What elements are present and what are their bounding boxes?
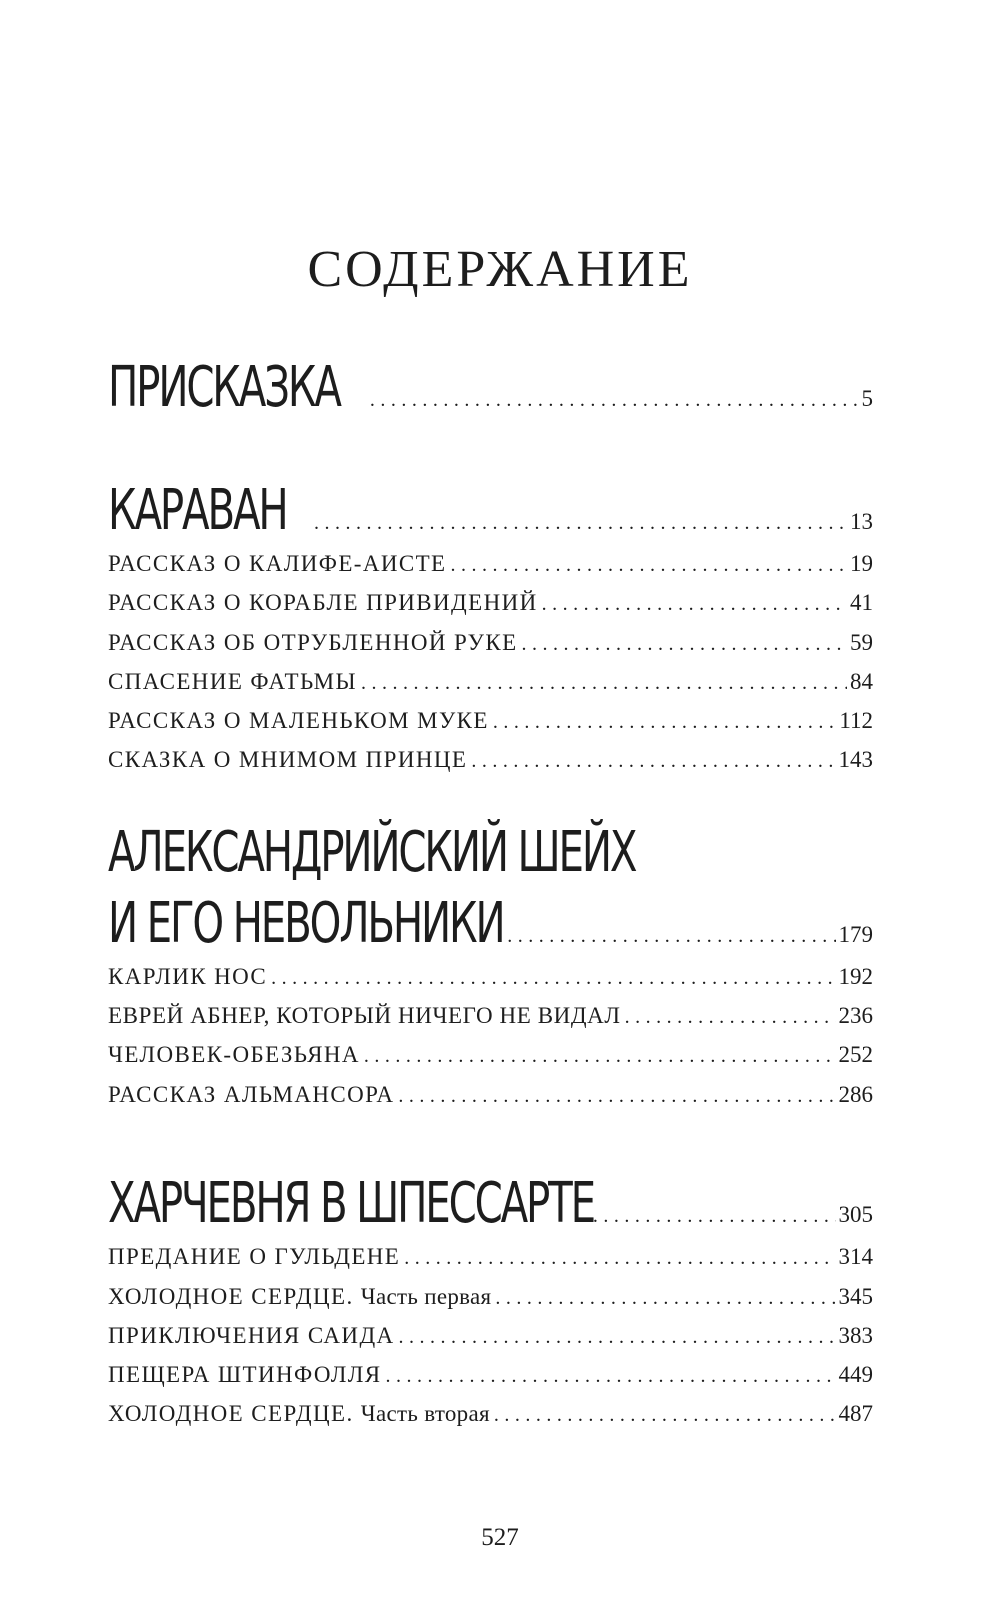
story-title: КАРЛИК НОС (108, 964, 268, 989)
section-title: ПРИСКАЗКА (108, 355, 340, 420)
page-number: 286 (838, 1082, 873, 1107)
page-number: 41 (850, 590, 873, 615)
toc-story-entry[interactable] (108, 1244, 873, 1270)
leader-dots (625, 1006, 836, 1029)
leader-dots (361, 672, 847, 695)
leader-dots (398, 1085, 835, 1108)
toc-story-entry[interactable] (108, 708, 873, 734)
page-number: 383 (838, 1323, 873, 1348)
story-title-main: ХОЛОДНОЕ СЕРДЦЕ. (108, 1284, 354, 1309)
story-title: РАССКАЗ О КАЛИФЕ-АИСТЕ (108, 551, 447, 576)
page-folio-number: 527 (481, 1524, 519, 1551)
toc-section-entry[interactable] (108, 1171, 873, 1236)
toc-section-entry[interactable] (108, 355, 873, 420)
story-title (108, 1284, 491, 1310)
toc-story-entry[interactable] (108, 551, 873, 577)
leader-dots (495, 1287, 835, 1310)
toc-section-entry[interactable] (108, 478, 873, 543)
toc-story-entry[interactable] (108, 1323, 873, 1349)
story-title: РАССКАЗ АЛЬМАНСОРА (108, 1082, 395, 1107)
page-number: 59 (850, 630, 873, 655)
leader-dots (494, 1404, 836, 1427)
leader-dots (385, 1365, 835, 1388)
toc-story-entry[interactable] (108, 964, 873, 990)
toc-story-entry[interactable] (108, 1003, 873, 1029)
leader-dots (507, 925, 835, 948)
leader-dots (542, 593, 847, 616)
toc-story-entry[interactable] (108, 747, 873, 773)
leader-dots (271, 967, 835, 990)
story-title: СКАЗКА О МНИМОМ ПРИНЦЕ (108, 747, 468, 772)
leader-dots (451, 554, 847, 577)
leader-dots (404, 1247, 835, 1270)
page-number: 192 (838, 964, 873, 989)
page-number: 449 (838, 1362, 873, 1387)
story-title: СПАСЕНИЕ ФАТЬМЫ (108, 669, 357, 694)
page-number: 252 (838, 1042, 873, 1067)
leader-dots (471, 750, 835, 773)
story-title: РАССКАЗ О КОРАБЛЕ ПРИВИДЕНИЙ (108, 590, 538, 615)
page-number: 19 (850, 551, 873, 576)
page-number: 345 (838, 1284, 873, 1309)
leader-dots (314, 512, 847, 535)
page-number: 179 (838, 922, 873, 947)
page-number: 314 (838, 1244, 873, 1269)
page-title: СОДЕРЖАНИЕ (307, 241, 693, 298)
leader-dots (364, 1045, 836, 1068)
toc-story-entry[interactable] (108, 590, 873, 616)
toc-story-entry[interactable] (108, 1401, 873, 1427)
page-number: 143 (838, 747, 873, 772)
leader-dots (399, 1326, 836, 1349)
story-title: РАССКАЗ ОБ ОТРУБЛЕННОЙ РУКЕ (108, 630, 518, 655)
story-title: ЕВРЕЙ АБНЕР, КОТОРЫЙ НИЧЕГО НЕ ВИДАЛ (108, 1003, 621, 1028)
section-title-line1: АЛЕКСАНДРИЙСКИЙ ШЕЙХ (108, 820, 636, 885)
toc-story-entry[interactable] (108, 669, 873, 695)
page-number: 5 (861, 386, 873, 411)
leader-dots (593, 1205, 836, 1228)
leader-dots (370, 389, 859, 412)
story-title: ПРЕДАНИЕ О ГУЛЬДЕНЕ (108, 1244, 401, 1269)
toc-story-entry[interactable] (108, 1042, 873, 1068)
toc-story-entry[interactable] (108, 1284, 873, 1310)
page-number: 84 (850, 669, 873, 694)
leader-dots (493, 711, 837, 734)
story-title: ПЕЩЕРА ШТИНФОЛЛЯ (108, 1362, 382, 1387)
page-number: 236 (838, 1003, 873, 1028)
toc-story-entry[interactable] (108, 630, 873, 656)
page-number: 305 (838, 1202, 873, 1227)
story-title: ЧЕЛОВЕК-ОБЕЗЬЯНА (108, 1042, 360, 1067)
story-title: РАССКАЗ О МАЛЕНЬКОМ МУКЕ (108, 708, 489, 733)
toc-story-entry[interactable] (108, 1082, 873, 1108)
section-title: КАРАВАН (108, 478, 287, 543)
section-title-line2: И ЕГО НЕВОЛЬНИКИ (108, 891, 504, 956)
story-title-main: ХОЛОДНОЕ СЕРДЦЕ. (108, 1401, 354, 1426)
section-title: ХАРЧЕВНЯ В ШПЕССАРТЕ (108, 1171, 594, 1236)
toc-section-entry[interactable] (108, 891, 873, 956)
story-title (108, 1401, 490, 1427)
toc-story-entry[interactable] (108, 1362, 873, 1388)
story-title: ПРИКЛЮЧЕНИЯ САИДА (108, 1323, 395, 1348)
story-subtitle: Часть вторая (360, 1401, 490, 1426)
story-subtitle: Часть первая (360, 1284, 492, 1309)
page-number: 13 (850, 509, 873, 534)
leader-dots (522, 633, 847, 656)
page-number: 487 (838, 1401, 873, 1426)
page-number: 112 (839, 708, 873, 733)
